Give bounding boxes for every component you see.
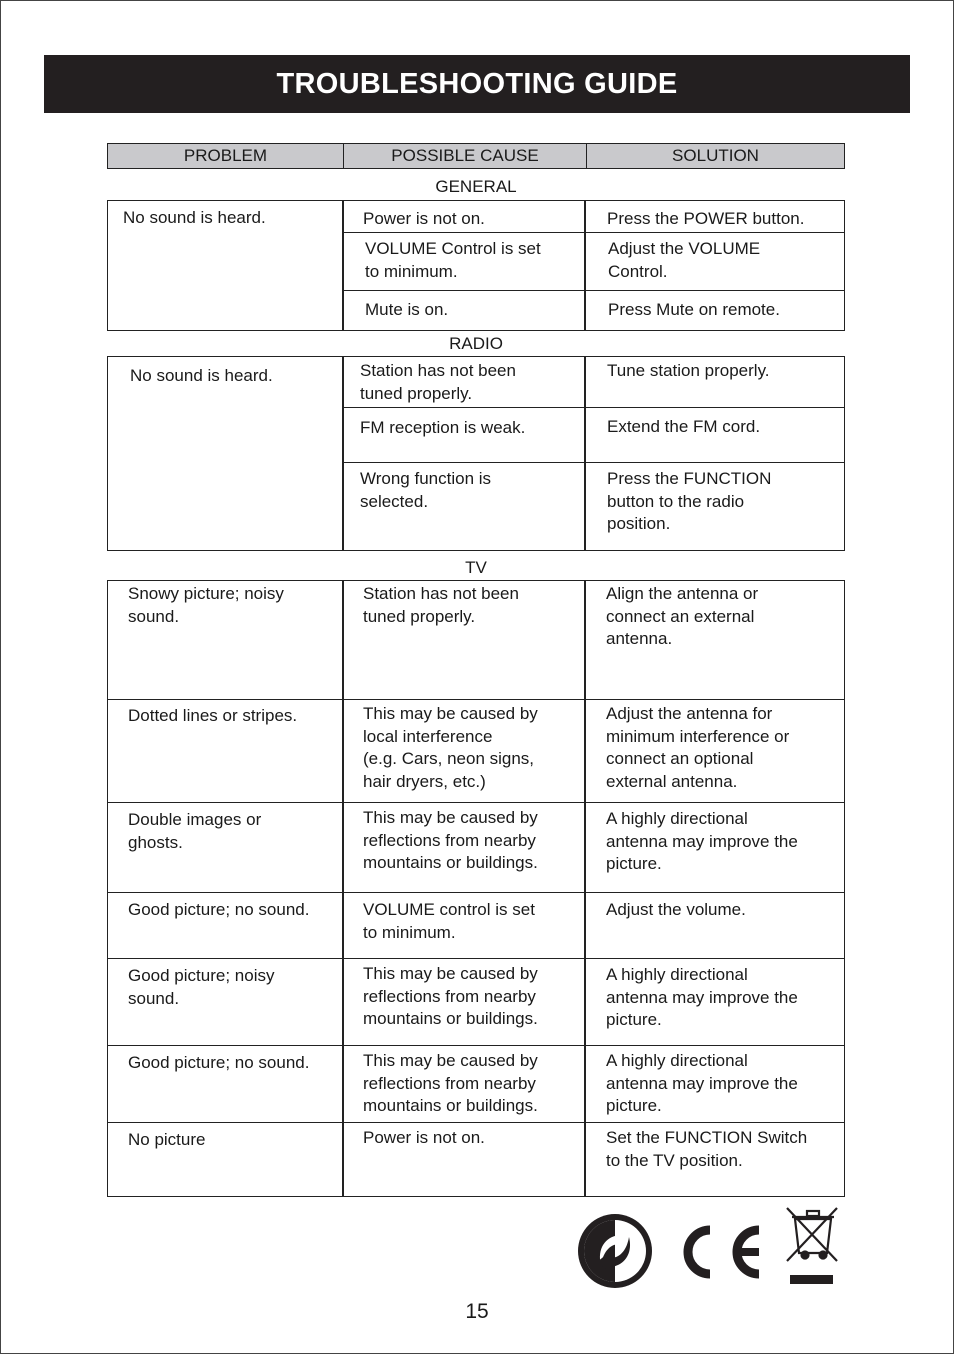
section-label-radio: RADIO — [449, 334, 503, 353]
cause-cell: Station has not been tuned properly. — [363, 584, 519, 626]
cause-cell: This may be caused by reflections from nearby mountains or buildings. — [363, 1051, 538, 1115]
problem-cell: Dotted lines or stripes. — [128, 706, 298, 725]
title-banner — [44, 55, 910, 113]
cause-cell: Power is not on. — [363, 1128, 485, 1147]
cause-cell: VOLUME control is set to minimum. — [363, 900, 535, 942]
section-label-general: GENERAL — [435, 177, 517, 196]
solution-cell: A highly directional antenna may improve the picture. — [606, 1051, 798, 1115]
solution-cell: Adjust the antenna for minimum interference or connect an optional external antenna. — [606, 704, 790, 791]
cause-cell: This may be caused by reflections from nearby mountains or buildings. — [363, 808, 538, 872]
cause-cell: Station has not been tuned properly. — [360, 361, 516, 403]
cause-cell: This may be caused by reflections from nearby mountains or buildings. — [363, 964, 538, 1028]
solution-cell: Tune station properly. — [607, 361, 770, 380]
cause-cell: Wrong function is selected. — [360, 469, 492, 511]
problem-cell: No sound is heard. — [130, 366, 273, 385]
problem-cell: No picture — [128, 1130, 206, 1149]
solution-cell: A highly directional antenna may improve the picture. — [606, 965, 798, 1029]
section-label-tv: TV — [465, 558, 487, 577]
solution-cell: Extend the FM cord. — [607, 417, 761, 436]
solution-cell: Adjust the VOLUME Control. — [608, 239, 761, 281]
green-dot-icon — [578, 1214, 652, 1288]
solution-cell: Press the POWER button. — [607, 209, 805, 228]
problem-cell: Double images or ghosts. — [128, 810, 262, 852]
problem-cell: No sound is heard. — [123, 208, 266, 227]
header-solution: SOLUTION — [672, 146, 759, 165]
general-table — [107, 200, 845, 331]
problem-cell: Good picture; noisy sound. — [128, 966, 275, 1008]
header-possible-cause: POSSIBLE CAUSE — [344, 144, 587, 168]
solution-cell: Align the antenna or connect an external antenna. — [606, 584, 759, 648]
cause-cell: This may be caused by local interference (e.g. Cars, neon signs, hair dryers, etc.) — [363, 704, 538, 791]
page-title: TROUBLESHOOTING GUIDE — [276, 67, 678, 100]
problem-cell: Snowy picture; noisy sound. — [128, 584, 284, 626]
cause-cell: FM reception is weak. — [360, 418, 526, 437]
header-problem: PROBLEM — [108, 144, 344, 168]
cause-cell: Mute is on. — [365, 300, 449, 319]
solution-cell: Adjust the volume. — [606, 900, 746, 919]
problem-cell: Good picture; no sound. — [128, 900, 310, 919]
cause-cell: VOLUME Control is set to minimum. — [365, 239, 541, 281]
column-header-row — [107, 143, 845, 169]
weee-bin-icon — [787, 1208, 837, 1284]
solution-cell: A highly directional antenna may improve the picture. — [606, 809, 798, 873]
certification-logos — [575, 1205, 845, 1295]
radio-table — [107, 356, 845, 551]
ce-mark-icon — [688, 1230, 759, 1274]
cause-cell: Power is not on. — [363, 209, 485, 228]
solution-cell: Press the FUNCTION button to the radio position. — [607, 469, 772, 533]
page-number: 15 — [465, 1300, 489, 1323]
tv-table — [107, 580, 845, 1197]
solution-cell: Press Mute on remote. — [608, 300, 780, 319]
solution-cell: Set the FUNCTION Switch to the TV position. — [606, 1128, 808, 1170]
problem-cell: Good picture; no sound. — [128, 1053, 310, 1072]
